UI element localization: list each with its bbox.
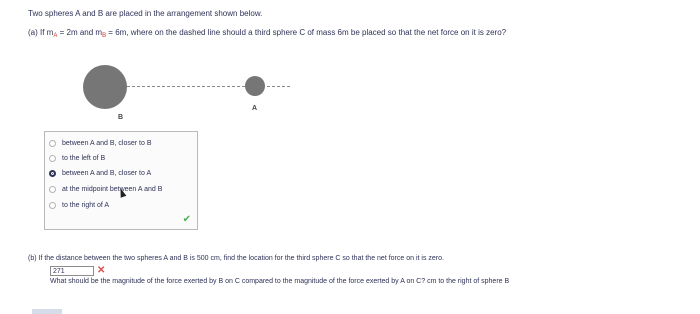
option-label: at the midpoint between A and B: [62, 185, 163, 193]
option-1[interactable]: [49, 136, 195, 150]
option-label: between A and B, closer to A: [62, 169, 152, 177]
option-2[interactable]: [49, 151, 195, 165]
part-b-followup: What should be the magnitude of the force exerted by B on C compared to the magnitude of the force exerted by A on C? cm to the right of sphere B: [50, 278, 510, 285]
radio-icon[interactable]: [49, 202, 56, 209]
mass-b-subscript: B: [102, 33, 107, 39]
part-a-text-1: If m: [40, 28, 54, 37]
intro-text: Two spheres A and B are placed in the arrangement shown below.: [28, 9, 263, 18]
option-label: to the left of B: [62, 154, 106, 162]
dashed-line: [127, 86, 290, 87]
option-label: between A and B, closer to B: [62, 139, 152, 147]
option-5[interactable]: [49, 198, 195, 212]
correct-check-icon: ✔: [182, 214, 191, 225]
wrong-x-icon: ✕: [97, 265, 106, 276]
next-answer-input-edge[interactable]: [32, 309, 62, 314]
mass-a-subscript: A: [53, 33, 58, 39]
answer-options: [44, 131, 198, 230]
sphere-b-label: B: [118, 114, 124, 121]
part-a-prefix: (a): [28, 28, 38, 37]
radio-icon[interactable]: [49, 155, 56, 162]
sphere-a: [245, 76, 265, 96]
part-b-question: (b) If the distance between the two spheres A and B is 500 cm, find the location for the third sphere C so that the net force on it is zero.: [28, 255, 444, 262]
part-a-text-3: = 6m, where on the dashed line should a third sphere C of mass 6m be placed so that the net force on it is zero?: [106, 28, 507, 37]
sphere-a-label: A: [252, 105, 258, 112]
radio-icon[interactable]: [49, 140, 56, 147]
option-3[interactable]: [49, 166, 195, 180]
part-a-text-2: = 2m and m: [57, 28, 103, 37]
radio-icon[interactable]: [49, 186, 56, 193]
spheres-diagram: [0, 0, 700, 130]
radio-selected-icon[interactable]: [49, 170, 56, 177]
sphere-b: [83, 65, 127, 109]
option-label: to the right of A: [62, 201, 110, 209]
answer-input[interactable]: 271: [50, 266, 94, 276]
